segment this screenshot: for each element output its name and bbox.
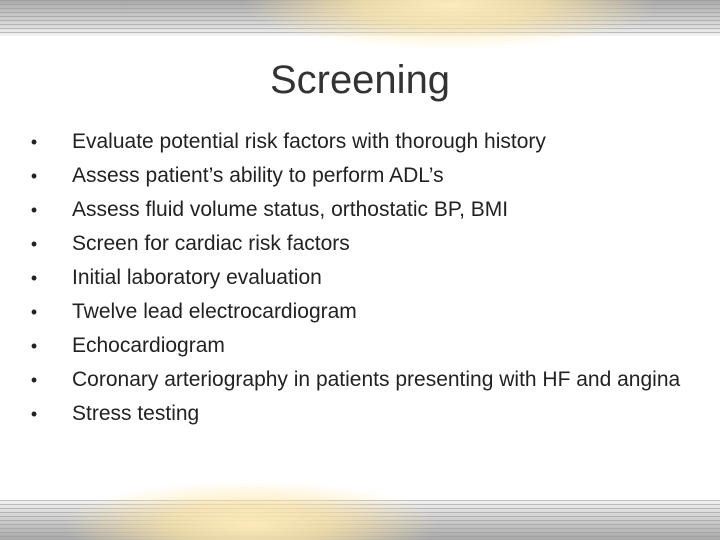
top-decorative-band: [0, 0, 720, 36]
bullet-text: Evaluate potential risk factors with thorough history: [72, 130, 546, 153]
bullet-item: [28, 230, 688, 258]
bullet-icon: •: [30, 166, 38, 186]
bullet-icon: •: [30, 132, 38, 152]
bullet-icon: •: [30, 404, 38, 424]
bullet-icon: •: [30, 370, 38, 390]
bullet-item: [28, 264, 688, 292]
slide-title: Screening: [269, 58, 451, 102]
bullet-item: [28, 196, 688, 224]
bullet-text: Screen for cardiac risk factors: [72, 232, 350, 255]
bullet-text: Coronary arteriography in patients presenting with HF and angina: [72, 368, 681, 391]
bullet-icon: •: [30, 336, 38, 356]
bullet-item: [28, 162, 688, 190]
bullet-icon: •: [30, 200, 38, 220]
bullet-text: Initial laboratory evaluation: [72, 266, 322, 289]
bottom-decorative-band: [0, 500, 720, 540]
bullet-text: Twelve lead electrocardiogram: [72, 300, 357, 323]
bullet-item: [28, 400, 688, 428]
bullet-icon: •: [30, 302, 38, 322]
bullet-text: Stress testing: [72, 402, 200, 425]
bullet-text: Echocardiogram: [72, 334, 225, 357]
bullet-text: Assess fluid volume status, orthostatic BP, BMI: [72, 198, 509, 221]
bullet-icon: •: [30, 234, 38, 254]
bullet-item: [28, 128, 688, 156]
bullet-item: [28, 332, 688, 360]
bullet-list: [28, 128, 688, 434]
bullet-icon: •: [30, 268, 38, 288]
bullet-text: Assess patient’s ability to perform ADL’s: [72, 164, 444, 187]
bullet-item: [28, 298, 688, 326]
bullet-item: [28, 366, 688, 394]
